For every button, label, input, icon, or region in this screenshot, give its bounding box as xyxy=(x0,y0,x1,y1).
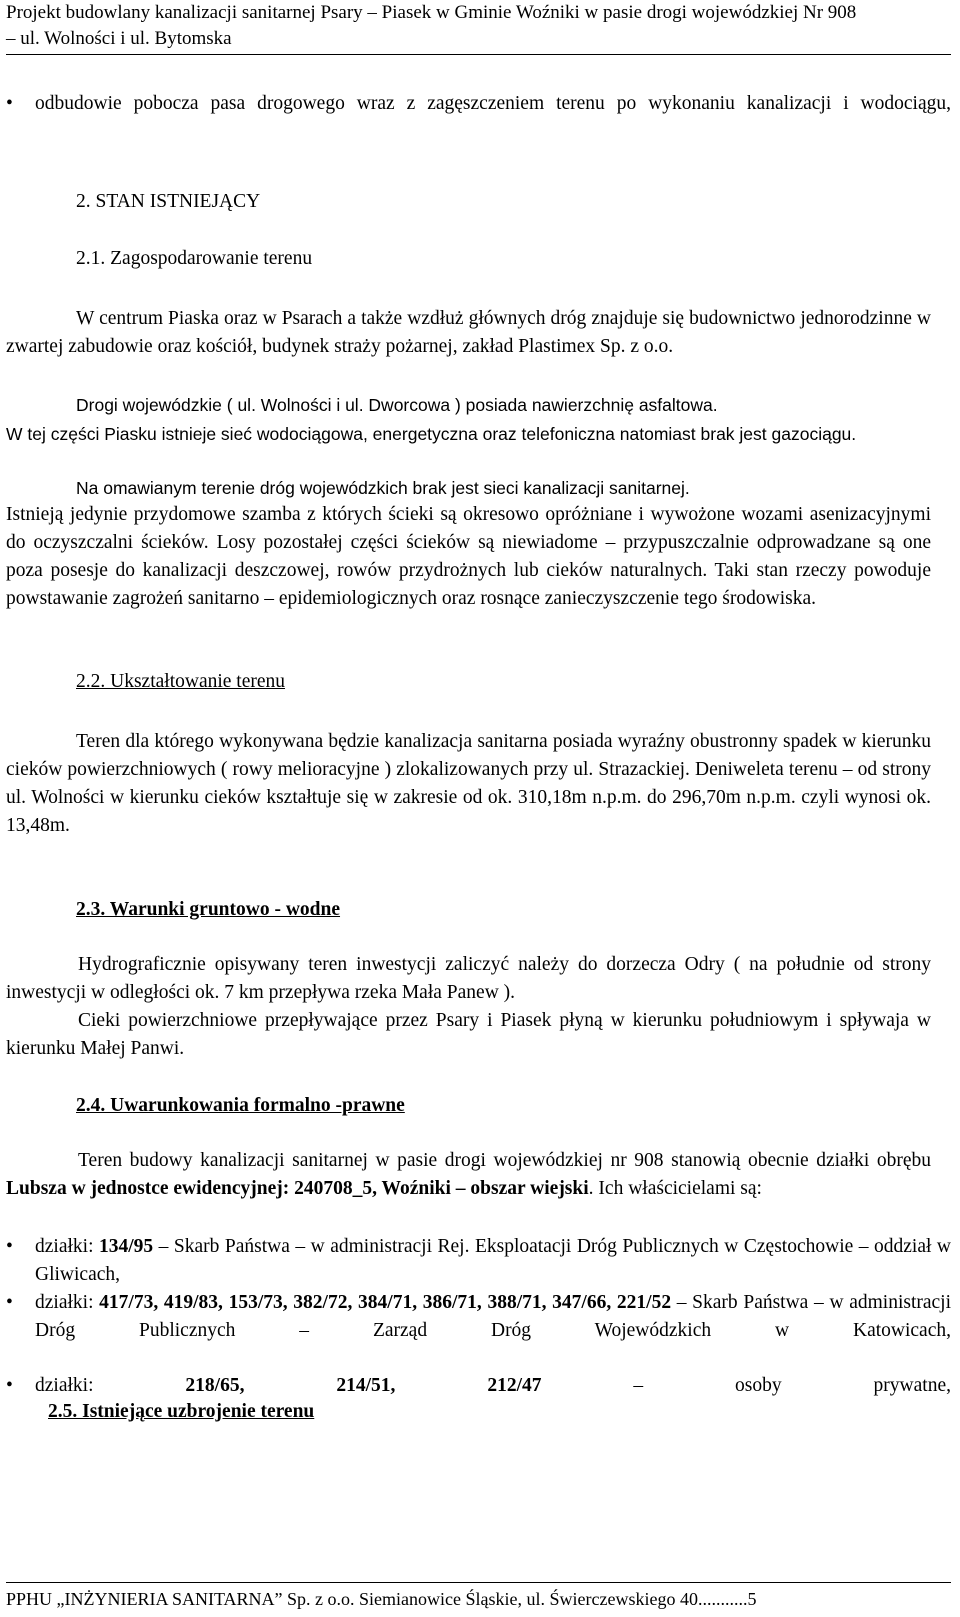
parcel-numbers: 417/73, 419/83, 153/73, 382/72, 384/71, 386/71, 388/71, 347/66, 221/52 xyxy=(99,1292,672,1313)
bullet-icon: • xyxy=(6,1292,13,1313)
s21-paragraph-5: Istnieją jedynie przydomowe szamba z których ścieki są okresowo opróżniane i wywożone wozami asenizacyjnymi do oczyszczalni ścieków. Losy pozostałej części ścieków są niewiadome – przypuszczalnie odprowadzane są one poza posesje do kanalizacji deszczowej, rowów przydrożnych lub cieków naturalnych. Taki stan rzeczy powoduje powstawanie zagrożeń sanitarno – epidemiologicznych oraz rosnące zanieczyszczenie tego środowiska. xyxy=(6,504,931,609)
ownership-item xyxy=(6,1289,951,1373)
parcel-prefix: działki: xyxy=(35,1292,100,1313)
intro-bullet-text: odbudowie pobocza pasa drogowego wraz z zagęszczeniem terenu po wykonaniu kanalizacji i wodociągu, xyxy=(35,93,951,114)
section-2-title: 2. STAN ISTNIEJĄCY xyxy=(76,191,261,212)
header-line-1: Projekt budowlany kanalizacji sanitarnej Psary – Piasek w Gminie Woźniki w pasie drogi wojewódzkiej Nr 908 xyxy=(6,2,857,23)
section-2-4-heading: 2.4. Uwarunkowania formalno -prawne xyxy=(76,1095,405,1116)
s24-p1-bold: Lubsza w jednostce ewidencyjnej: 240708_5, Woźniki – obszar wiejski xyxy=(6,1178,589,1199)
section-2-3-heading: 2.3. Warunki gruntowo - wodne xyxy=(76,899,341,920)
parcel-prefix: działki: xyxy=(35,1236,99,1257)
bullet-icon: • xyxy=(6,1375,13,1396)
s24-p1-text: Teren budowy kanalizacji sanitarnej w pasie drogi wojewódzkiej nr 908 stanowią obecnie działki obrębu xyxy=(78,1150,931,1171)
parcel-numbers: 218/65, 214/51, 212/47 xyxy=(185,1375,542,1396)
header-line-2: – ul. Wolności i ul. Bytomska xyxy=(6,28,232,49)
s23-paragraph-1: Hydrograficznie opisywany teren inwestycji zaliczyć należy do dorzecza Odry ( na południe od strony inwestycji w odległości ok. 7 km przepływa rzeka Mała Panew ). xyxy=(6,954,931,1003)
section-2-2-heading: 2.2. Ukształtowanie terenu xyxy=(76,671,286,692)
intro-bullet-item xyxy=(6,90,951,146)
bullet-icon: • xyxy=(6,1236,13,1257)
parcel-owner: – osoby prywatne, xyxy=(541,1375,951,1396)
s21-paragraph-1: W centrum Piaska oraz w Psarach a także wzdłuż głównych dróg znajduje się budownictwo jednorodzinne w zwartej zabudowie oraz kościół, budynek straży pożarnej, zakład Plastimex Sp. z o.o. xyxy=(6,308,931,357)
page-footer: PPHU „INŻYNIERIA SANITARNA” Sp. z o.o. Siemianowice Śląskie, ul. Świerczewskiego 40...........5 xyxy=(6,1582,951,1611)
s24-p1-tail: . Ich właścicielami są: xyxy=(588,1178,762,1199)
parcel-prefix: działki: xyxy=(35,1375,186,1396)
parcel-numbers: 134/95 xyxy=(98,1236,154,1257)
bullet-icon: • xyxy=(6,93,13,114)
s24-paragraph-1 xyxy=(6,1147,931,1203)
section-2-5-heading: 2.5. Istniejące uzbrojenie terenu xyxy=(48,1401,315,1422)
running-header xyxy=(6,0,951,55)
s22-paragraph-1: Teren dla którego wykonywana będzie kanalizacja sanitarna posiada wyraźny obustronny spadek w kierunku cieków powierzchniowych ( rowy melioracyjne ) zlokalizowanych przy ul. Strazackiej. Deniweleta terenu – od strony ul. Wolności w kierunku cieków kształtuje się w zakresie od ok. 310,18m n.p.m. do 296,70m n.p.m. czyli wynosi ok. 13,48m. xyxy=(6,731,931,836)
s21-paragraph-2: Drogi wojewódzkie ( ul. Wolności i ul. Dworcowa ) posiada nawierzchnię asfaltowa. xyxy=(76,395,718,415)
s21-paragraph-3: W tej części Piasku istnieje sieć wodociągowa, energetyczna oraz telefoniczna natomiast brak jest gazociągu. xyxy=(6,424,857,444)
s23-paragraph-2: Cieki powierzchniowe przepływające przez Psary i Piasek płyną w kierunku południowym i spływaja w kierunku Małej Panwi. xyxy=(6,1010,931,1059)
s21-paragraph-4: Na omawianym terenie dróg wojewódzkich brak jest sieci kanalizacji sanitarnej. xyxy=(76,478,690,498)
parcel-owner: – Skarb Państwa – w administracji Rej. Eksploatacji Dróg Publicznych w Częstochowie – oddział w Gliwicach, xyxy=(35,1236,951,1285)
section-2-1-heading: 2.1. Zagospodarowanie terenu xyxy=(76,248,313,269)
parcel-owner: – Skarb Państwa – w administracji Dróg Publicznych – Zarząd Dróg Wojewódzkich w Katowicach, xyxy=(35,1292,952,1341)
